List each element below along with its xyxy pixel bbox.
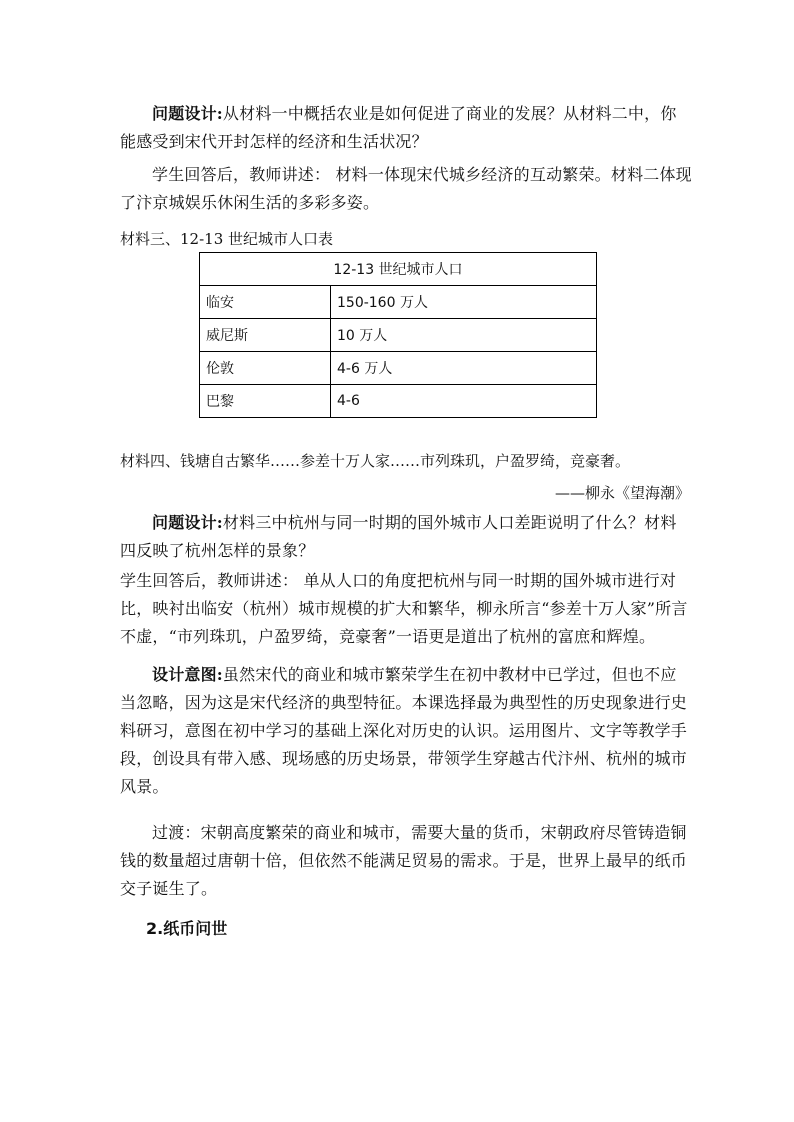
city-cell: 临安 (200, 286, 331, 319)
question-design-paragraph-1 (120, 100, 692, 156)
teacher-explanation-paragraph-2: 学生回答后，教师讲述： 单从人口的角度把杭州与同一时期的国外城市进行对比，映衬出临安（杭州）城市规模的扩大和繁华，柳永所言“参差十万人家”所言不虚，“市列珠玑，户盈罗绮，竞豪奢”一语更是道出了杭州的富庶和辉煌。 (120, 571, 688, 646)
section-heading: 2.纸币问世 (146, 919, 228, 938)
population-cell: 4-6 万人 (331, 352, 597, 385)
population-cell: 4-6 (331, 385, 597, 418)
city-population-table (199, 252, 597, 418)
question-design-text: 从材料一中概括农业是如何促进了商业的发展？从材料二中，你能感受到宋代开封怎样的经济和生活状况？ (120, 104, 677, 151)
table-row (200, 352, 597, 385)
transition-paragraph: 过渡：宋朝高度繁荣的商业和城市，需要大量的货币，宋朝政府尽管铸造铜钱的数量超过唐朝十倍，但依然不能满足贸易的需求。于是，世界上最早的纸币交子诞生了。 (120, 823, 688, 898)
city-cell: 伦敦 (200, 352, 331, 385)
city-cell: 巴黎 (200, 385, 331, 418)
question-design-text: 材料三中杭州与同一时期的国外城市人口差距说明了什么？材料四反映了杭州怎样的景象？ (120, 513, 677, 560)
table-header-row (200, 253, 597, 286)
design-intent-text: 虽然宋代的商业和城市繁荣学生在初中教材中已学过，但也不应当忽略，因为这是宋代经济的典型特征。本课选择最为典型性的历史现象进行史料研习，意图在初中学习的基础上深化对历史的认识。运用图片、文字等教学手段，创设具有带入感、现场感的历史场景，带领学生穿越古代汴州、杭州的城市风景。 (120, 665, 688, 796)
table-row (200, 286, 597, 319)
teacher-explanation-paragraph-1: 学生回答后，教师讲述： 材料一体现宋代城乡经济的互动繁荣。材料二体现了汴京城娱乐休闲生活的多彩多姿。 (120, 165, 692, 212)
question-design-paragraph-2 (120, 509, 692, 565)
population-cell: 150-160 万人 (331, 286, 597, 319)
table-row (200, 319, 597, 352)
table-caption: 材料三、12-13 世纪城市人口表 (120, 230, 334, 248)
city-cell: 威尼斯 (200, 319, 331, 352)
design-intent-label: 设计意图: (152, 665, 223, 684)
question-design-label: 问题设计: (152, 513, 223, 532)
question-design-label: 问题设计: (152, 104, 223, 123)
population-cell: 10 万人 (331, 319, 597, 352)
table-row (200, 385, 597, 418)
table-header-cell: 12-13 世纪城市人口 (200, 253, 597, 286)
design-intent-paragraph (120, 661, 692, 801)
material-four-quote: 材料四、钱塘自古繁华……参差十万人家……市列珠玑，户盈罗绮，竞豪奢。 (120, 452, 631, 470)
quote-source: ——柳永《望海潮》 (554, 484, 690, 502)
